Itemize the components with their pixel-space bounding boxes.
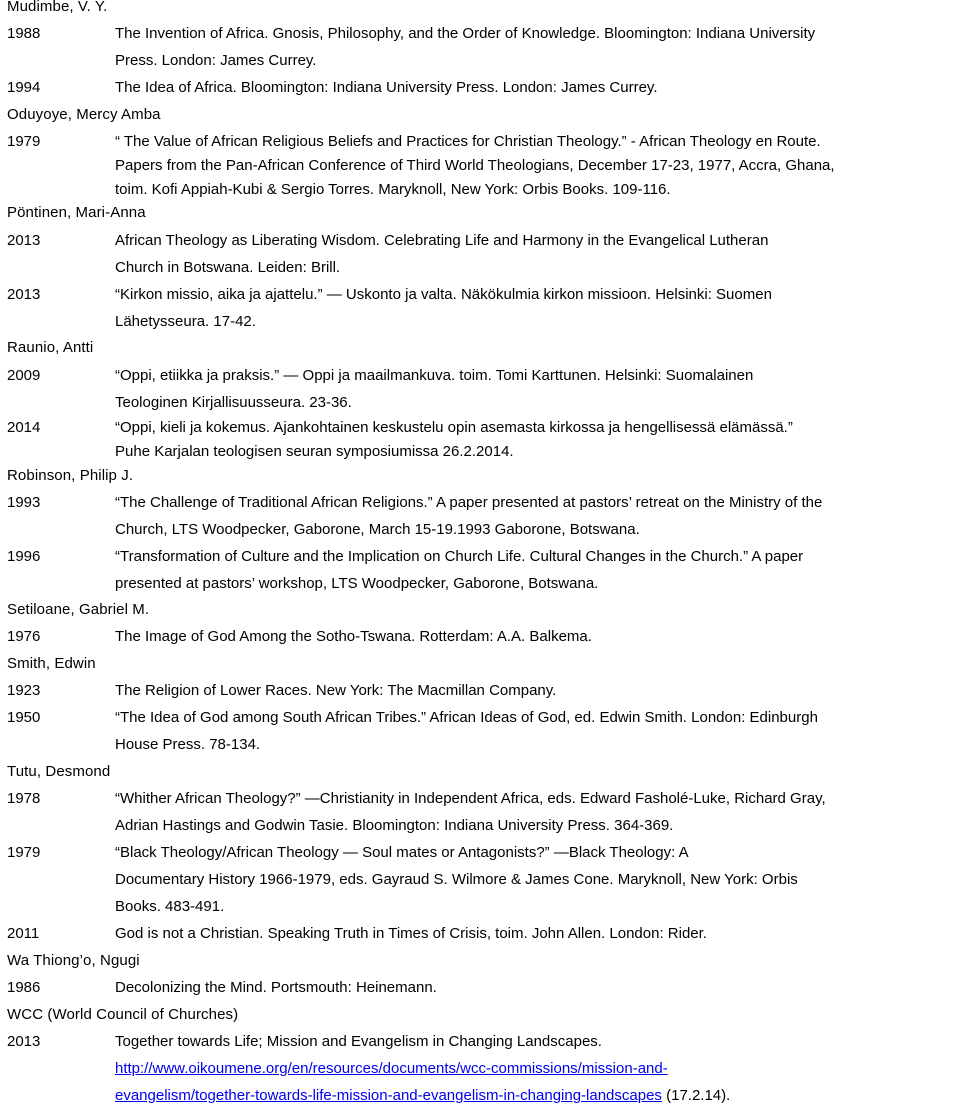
entry-continuation: Papers from the Pan-African Conference of Third World Theologians, December 17-23, 1977, Accra, Ghana,	[115, 157, 835, 174]
entry-year: 1986	[7, 979, 41, 996]
entry-text: The Invention of Africa. Gnosis, Philosophy, and the Order of Knowledge. Bloomington: Indiana University	[115, 25, 816, 42]
entry-continuation: Press. London: James Currey.	[115, 52, 317, 69]
entry-text: “The Idea of God among South African Tribes.” African Ideas of God, ed. Edwin Smith. London: Edinburgh	[115, 709, 818, 726]
entry-year: 1994	[7, 79, 41, 96]
author-name: WCC (World Council of Churches)	[7, 1006, 239, 1023]
entry-text: The Religion of Lower Races. New York: The Macmillan Company.	[115, 682, 557, 699]
entry-year: 1996	[7, 548, 41, 565]
author-name: Oduyoye, Mercy Amba	[7, 106, 161, 123]
entry-continuation: Books. 483-491.	[115, 898, 225, 915]
url-line	[115, 1059, 668, 1079]
entry-continuation: Teologinen Kirjallisuusseura. 23-36.	[115, 394, 352, 411]
entry-year: 1923	[7, 682, 41, 699]
entry-text: “The Challenge of Traditional African Religions.” A paper presented at pastors’ retreat on the Ministry of the	[115, 494, 823, 511]
entry-text: “ The Value of African Religious Beliefs and Practices for Christian Theology.” - African Theology en Route.	[115, 133, 821, 150]
entry-text: Together towards Life; Mission and Evangelism in Changing Landscapes.	[115, 1033, 602, 1050]
author-name: Smith, Edwin	[7, 655, 96, 672]
entry-year: 1950	[7, 709, 41, 726]
entry-year: 1979	[7, 133, 41, 150]
entry-continuation: Church in Botswana. Leiden: Brill.	[115, 259, 341, 276]
url-line	[115, 1086, 730, 1106]
entry-continuation: Adrian Hastings and Godwin Tasie. Bloomington: Indiana University Press. 364-369.	[115, 817, 674, 834]
entry-year: 1979	[7, 844, 41, 861]
entry-text: African Theology as Liberating Wisdom. Celebrating Life and Harmony in the Evangelical Lutheran	[115, 232, 769, 249]
wcc-url-link-part1[interactable]: http://www.oikoumene.org/en/resources/documents/wcc-commissions/mission-and-	[115, 1060, 668, 1077]
entry-text: The Idea of Africa. Bloomington: Indiana University Press. London: James Currey.	[115, 79, 658, 96]
entry-year: 1993	[7, 494, 41, 511]
entry-year: 2014	[7, 419, 41, 436]
entry-text: Decolonizing the Mind. Portsmouth: Heinemann.	[115, 979, 437, 996]
entry-year: 2009	[7, 367, 41, 384]
entry-text: “Kirkon missio, aika ja ajattelu.” — Uskonto ja valta. Näkökulmia kirkon missioon. Helsinki: Suomen	[115, 286, 772, 303]
wcc-url-link-part2[interactable]: evangelism/together-towards-life-mission-and-evangelism-in-changing-landscapes	[115, 1087, 662, 1104]
entry-year: 1976	[7, 628, 41, 645]
entry-text: “Transformation of Culture and the Implication on Church Life. Cultural Changes in the Church.” A paper	[115, 548, 804, 565]
entry-continuation: Documentary History 1966-1979, eds. Gayraud S. Wilmore & James Cone. Maryknoll, New York: Orbis	[115, 871, 798, 888]
author-name: Pöntinen, Mari-Anna	[7, 204, 146, 221]
entry-text: “Oppi, etiikka ja praksis.” — Oppi ja maailmankuva. toim. Tomi Karttunen. Helsinki: Suomalainen	[115, 367, 754, 384]
entry-text: “Whither African Theology?” —Christianity in Independent Africa, eds. Edward Fasholé-Luke, Richard Gray,	[115, 790, 826, 807]
entry-continuation: Lähetysseura. 17-42.	[115, 313, 256, 330]
entry-continuation: House Press. 78-134.	[115, 736, 261, 753]
entry-year: 1978	[7, 790, 41, 807]
entry-text: “Oppi, kieli ja kokemus. Ajankohtainen keskustelu opin asemasta kirkossa ja hengellisessä elämässä.”	[115, 419, 793, 436]
entry-year: 2013	[7, 286, 41, 303]
entry-continuation: toim. Kofi Appiah-Kubi & Sergio Torres. Maryknoll, New York: Orbis Books. 109-116.	[115, 181, 671, 198]
author-name: Mudimbe, V. Y.	[7, 0, 108, 15]
entry-continuation: Church, LTS Woodpecker, Gaborone, March 15-19.1993 Gaborone, Botswana.	[115, 521, 640, 538]
author-name: Raunio, Antti	[7, 339, 94, 356]
author-name: Tutu, Desmond	[7, 763, 111, 780]
entry-continuation: Puhe Karjalan teologisen seuran symposiumissa 26.2.2014.	[115, 443, 514, 460]
author-name: Wa Thiong’o, Ngugi	[7, 952, 140, 969]
entry-year: 2011	[7, 925, 40, 942]
author-name: Setiloane, Gabriel M.	[7, 601, 150, 618]
entry-text: The Image of God Among the Sotho-Tswana. Rotterdam: A.A. Balkema.	[115, 628, 592, 645]
entry-text: “Black Theology/African Theology — Soul mates or Antagonists?” —Black Theology: A	[115, 844, 689, 861]
author-name: Robinson, Philip J.	[7, 467, 134, 484]
entry-continuation: presented at pastors’ workshop, LTS Woodpecker, Gaborone, Botswana.	[115, 575, 599, 592]
entry-year: 2013	[7, 232, 41, 249]
entry-year: 1988	[7, 25, 41, 42]
entry-year: 2013	[7, 1033, 41, 1050]
entry-text: God is not a Christian. Speaking Truth in Times of Crisis, toim. John Allen. London: Rider.	[115, 925, 707, 942]
access-date: (17.2.14).	[661, 1087, 731, 1104]
